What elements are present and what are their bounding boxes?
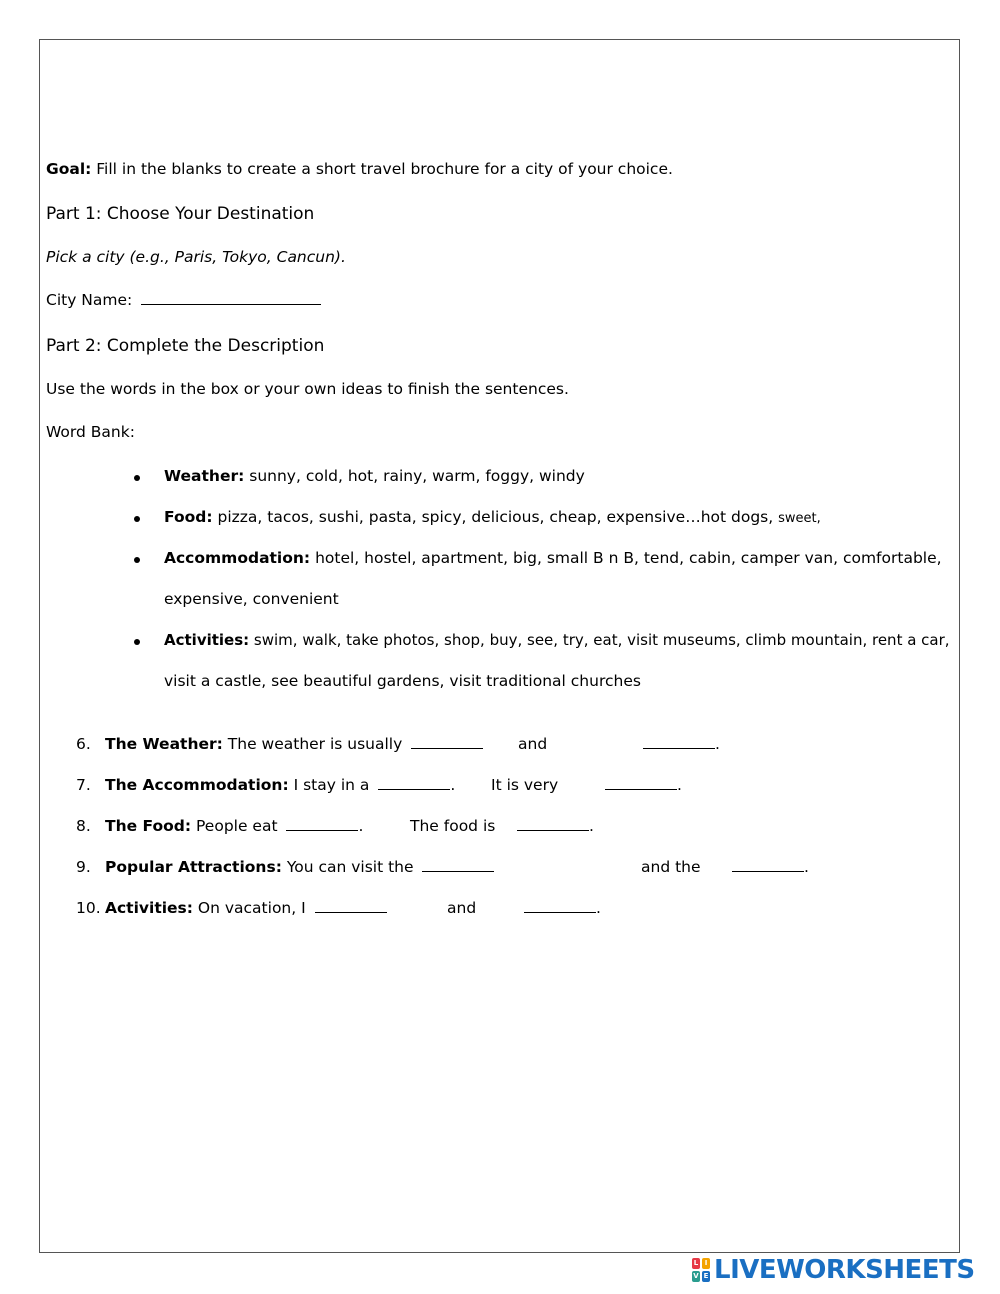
logo-letter: I: [702, 1258, 710, 1269]
question-label: The Food:: [105, 817, 192, 835]
word-bank-activities-text: swim, walk, take photos, shop, buy, see, try, eat, visit museums, climb mountain, rent a car,: [249, 631, 950, 649]
question-label: The Weather:: [105, 735, 223, 753]
question-end: [605, 776, 682, 794]
bullet-dot: [134, 639, 140, 645]
question-end-punct: .: [589, 817, 594, 835]
city-name-row: [46, 291, 321, 309]
question-attractions: [105, 858, 494, 876]
question-end: [732, 858, 809, 876]
question-mid: and the: [641, 858, 701, 876]
question-label: Activities:: [105, 899, 193, 917]
answer-blank[interactable]: [732, 869, 804, 872]
question-activities: [105, 899, 387, 917]
word-bank-accommodation-text: hotel, hostel, apartment, big, small B n B, tend, cabin, camper van, comfortable,: [310, 549, 942, 567]
question-mid: and: [518, 735, 548, 753]
word-bank-activities: [164, 631, 950, 649]
word-bank-label: Word Bank:: [46, 423, 135, 441]
question-food: [105, 817, 363, 835]
question-number: 10.: [76, 899, 101, 917]
bullet-dot: [134, 475, 140, 481]
word-bank-activities-line2: visit a castle, see beautiful gardens, visit traditional churches: [164, 672, 641, 690]
goal-text: Fill in the blanks to create a short travel brochure for a city of your choice.: [91, 160, 673, 178]
answer-blank[interactable]: [605, 787, 677, 790]
city-name-label: City Name:: [46, 291, 133, 309]
part1-heading: Part 1: Choose Your Destination: [46, 204, 315, 224]
question-punct: .: [358, 817, 364, 835]
question-end-punct: .: [715, 735, 720, 753]
answer-blank[interactable]: [643, 746, 715, 749]
question-end-punct: .: [596, 899, 601, 917]
question-end-punct: .: [677, 776, 682, 794]
question-text: The weather is usually: [222, 735, 403, 753]
bullet-dot: [134, 516, 140, 522]
word-bank-weather: [164, 467, 585, 485]
question-end: [517, 817, 594, 835]
answer-blank[interactable]: [524, 910, 596, 913]
question-number: 7.: [76, 776, 91, 794]
word-bank-accommodation-line2: expensive, convenient: [164, 590, 339, 608]
answer-blank[interactable]: [517, 828, 589, 831]
question-label: Popular Attractions:: [105, 858, 282, 876]
word-bank-food-extra: sweet,: [778, 511, 821, 526]
word-bank-weather-text: sunny, cold, hot, rainy, warm, foggy, windy: [244, 467, 585, 485]
word-bank-food-label: Food:: [164, 508, 213, 526]
part1-instruction: Pick a city (e.g., Paris, Tokyo, Cancun).: [46, 248, 346, 266]
word-bank-accommodation: [164, 549, 942, 567]
question-number: 8.: [76, 817, 91, 835]
question-weather: [105, 735, 483, 753]
question-text: I stay in a: [288, 776, 370, 794]
word-bank-activities-label: Activities:: [164, 631, 250, 649]
word-bank-food-text: pizza, tacos, sushi, pasta, spicy, delicious, cheap, expensive…hot dogs,: [212, 508, 779, 526]
logo-letter: E: [703, 1272, 709, 1280]
question-accommodation: [105, 776, 455, 794]
question-number: 9.: [76, 858, 91, 876]
liveworksheets-logo: [692, 1256, 975, 1284]
question-text: On vacation, I: [192, 899, 306, 917]
logo-icon: [692, 1258, 710, 1282]
answer-blank[interactable]: [422, 869, 494, 872]
goal-line: [46, 160, 673, 178]
word-bank-weather-label: Weather:: [164, 467, 245, 485]
goal-label: Goal:: [46, 160, 92, 178]
question-number: 6.: [76, 735, 91, 753]
answer-blank[interactable]: [411, 746, 483, 749]
logo-wordmark: LIVEWORKSHEETS: [714, 1255, 975, 1285]
word-bank-accommodation-label: Accommodation:: [164, 549, 311, 567]
question-end: [524, 899, 601, 917]
part2-heading: Part 2: Complete the Description: [46, 336, 325, 356]
question-end-punct: .: [804, 858, 809, 876]
city-name-blank[interactable]: [141, 302, 321, 305]
question-mid: It is very: [491, 776, 559, 794]
question-mid: The food is: [410, 817, 496, 835]
bullet-dot: [134, 557, 140, 563]
part2-instruction: Use the words in the box or your own ideas to finish the sentences.: [46, 380, 569, 398]
question-text: People eat: [191, 817, 278, 835]
answer-blank[interactable]: [378, 787, 450, 790]
question-mid: and: [447, 899, 477, 917]
answer-blank[interactable]: [315, 910, 387, 913]
question-punct: .: [450, 776, 456, 794]
question-label: The Accommodation:: [105, 776, 289, 794]
word-bank-food: [164, 508, 821, 526]
question-end: [643, 735, 720, 753]
logo-letter: V: [693, 1272, 699, 1280]
answer-blank[interactable]: [286, 828, 358, 831]
question-text: You can visit the: [281, 858, 414, 876]
logo-letter: L: [693, 1259, 699, 1267]
